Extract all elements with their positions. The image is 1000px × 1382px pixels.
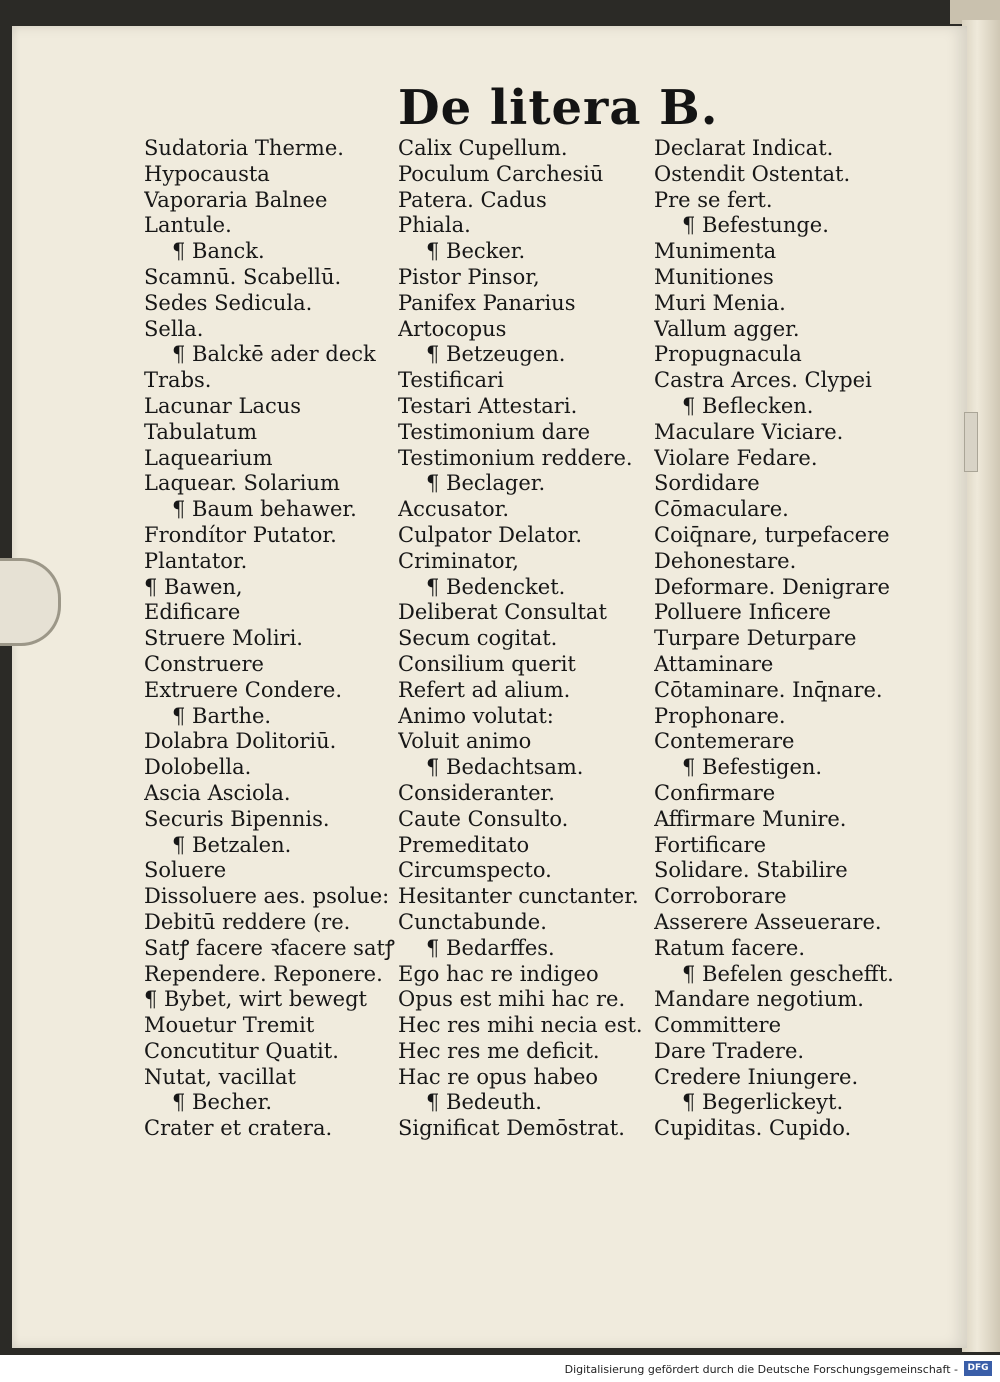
entry-line: Contemerare xyxy=(654,729,795,754)
entry-line: ¶ Befelen geschefft. xyxy=(682,961,894,986)
entry-line: Lacunar Lacus xyxy=(144,393,302,418)
entry-line: Artocopus xyxy=(398,316,507,341)
entry-line: Caute Consulto. xyxy=(398,806,569,831)
entry-line: Muri Menia. xyxy=(654,290,786,315)
entry-line: Scamnū. Scabellū. xyxy=(144,264,342,289)
entry-line: Construere xyxy=(144,651,264,676)
entry-line: Hec res me deficit. xyxy=(398,1038,600,1063)
entry-line: Patera. Cadus xyxy=(398,187,547,212)
entry-line: Crater et cratera. xyxy=(144,1116,333,1141)
entry-line: Propugnacula xyxy=(654,342,802,367)
entry-line: Poculum Carchesiū xyxy=(398,161,604,186)
entry-line: Coiq̄nare, turpefacere xyxy=(654,522,890,547)
entry-line: Laquear. Solarium xyxy=(144,471,340,496)
page-edge xyxy=(962,20,1000,1352)
entry-line: Plantator. xyxy=(144,548,248,573)
entry-line: Fortificare xyxy=(654,832,767,857)
entry-line: Castra Arces. Clypei xyxy=(654,368,872,393)
entry-line: Ratum facere. xyxy=(654,935,805,960)
entry-line: ¶ Bedencket. xyxy=(426,574,566,599)
entry-line: Ego hac re indigeo xyxy=(398,961,599,986)
entry-line: Hec res mihi necia est. xyxy=(398,1013,643,1038)
entry-line: Cunctabunde. xyxy=(398,909,547,934)
entry-line: ¶ Bedarffes. xyxy=(426,935,555,960)
entry-line: Cupiditas. Cupido. xyxy=(654,1116,852,1141)
entry-line: Dehonestare. xyxy=(654,548,797,573)
entry-line: Sella. xyxy=(144,316,204,341)
entry-line: Turpare Deturpare xyxy=(654,626,857,651)
entry-line: Concutitur Quatit. xyxy=(144,1038,339,1063)
entry-line: Trabs. xyxy=(144,368,212,393)
entry-line: Vaporaria Balnee xyxy=(144,187,328,212)
entry-line: Testimonium dare xyxy=(398,419,591,444)
entry-line: Struere Moliri. xyxy=(144,626,303,651)
entry-line: Culpator Delator. xyxy=(398,522,583,547)
column-3 xyxy=(654,136,924,1142)
entry-line: ¶ Beflecken. xyxy=(682,393,814,418)
column-1 xyxy=(144,136,412,1142)
entry-line: Tabulatum xyxy=(144,419,257,444)
entry-line: Panifex Panarius xyxy=(398,290,576,315)
entry-line: Munimenta xyxy=(654,239,777,264)
entry-line: ¶ Banck. xyxy=(172,239,265,264)
entry-line: ¶ Betzeugen. xyxy=(426,342,566,367)
entry-line: ¶ Begerlickeyt. xyxy=(682,1090,844,1115)
entry-line: Testimonium reddere. xyxy=(398,445,633,470)
entry-line: Dolabra Dolitoriū. xyxy=(144,729,337,754)
entry-line: Soluere xyxy=(144,858,227,883)
entry-line: Prophonare. xyxy=(654,703,786,728)
entry-line: Premeditato xyxy=(398,832,530,857)
column-2 xyxy=(398,136,660,1142)
entry-line: Significat Demōstrat. xyxy=(398,1116,625,1141)
entry-line: Dare Tradere. xyxy=(654,1038,805,1063)
entry-line: Satꝭ facere ꝛfacere satꝭ xyxy=(144,935,395,960)
entry-line: Deliberat Consultat xyxy=(398,600,607,625)
entry-line: Ascia Asciola. xyxy=(144,780,291,805)
entry-line: Secum cogitat. xyxy=(398,626,558,651)
bookmark-tab xyxy=(964,412,978,472)
entry-line: ¶ Baum behawer. xyxy=(172,497,357,522)
entry-line: Pistor Pinsor, xyxy=(398,264,540,289)
entry-line: Dolobella. xyxy=(144,755,252,780)
entry-line: Munitiones xyxy=(654,264,774,289)
entry-line: Hac re opus habeo xyxy=(398,1064,599,1089)
entry-line: Consilium querit xyxy=(398,651,576,676)
entry-line: Mouetur Tremit xyxy=(144,1013,315,1038)
entry-line: ¶ Barthe. xyxy=(172,703,272,728)
entry-line: Lantule. xyxy=(144,213,232,238)
entry-line: Vallum agger. xyxy=(654,316,800,341)
entry-line: ¶ Becher. xyxy=(172,1090,273,1115)
entry-line: Polluere Inficere xyxy=(654,600,831,625)
entry-line: Pre se fert. xyxy=(654,187,773,212)
entry-line: Criminator, xyxy=(398,548,519,573)
entry-line: Sedes Sedicula. xyxy=(144,290,313,315)
entry-line: Opus est mihi hac re. xyxy=(398,987,626,1012)
entry-line: Committere xyxy=(654,1013,782,1038)
entry-line: Cōmaculare. xyxy=(654,497,789,522)
entry-line: Securis Bipennis. xyxy=(144,806,330,831)
entry-line: Accusator. xyxy=(398,497,509,522)
entry-line: ¶ Bawen, xyxy=(144,574,243,599)
entry-line: ¶ Balckē ader deck xyxy=(172,342,376,367)
entry-line: Corroborare xyxy=(654,884,787,909)
page-heading: De litera B. xyxy=(398,80,719,136)
entry-line: Deformare. Denigrare xyxy=(654,574,890,599)
entry-line: Consideranter. xyxy=(398,780,555,805)
entry-line: Sordidare xyxy=(654,471,760,496)
footer-credit: Digitalisierung gefördert durch die Deutsche Forschungsgemeinschaft - xyxy=(564,1363,958,1376)
entry-line: Phiala. xyxy=(398,213,471,238)
entry-line: Testificari xyxy=(398,368,504,393)
entry-line: ¶ Befestunge. xyxy=(682,213,829,238)
entry-line: Ostendit Ostentat. xyxy=(654,161,851,186)
entry-line: ¶ Bedeuth. xyxy=(426,1090,542,1115)
entry-line: Dissoluere aes. psolue: xyxy=(144,884,390,909)
entry-line: Cōtaminare. Inq̄nare. xyxy=(654,677,883,702)
entry-line: Mandare negotium. xyxy=(654,987,864,1012)
entry-line: Animo volutat: xyxy=(398,703,554,728)
entry-line: Nutat, vacillat xyxy=(144,1064,296,1089)
entry-line: ¶ Befestigen. xyxy=(682,755,823,780)
entry-line: Circumspecto. xyxy=(398,858,552,883)
entry-line: ¶ Bedachtsam. xyxy=(426,755,584,780)
entry-line: Violare Fedare. xyxy=(654,445,818,470)
entry-line: Extruere Condere. xyxy=(144,677,342,702)
entry-line: Confirmare xyxy=(654,780,776,805)
entry-line: Edificare xyxy=(144,600,241,625)
entry-line: Solidare. Stabilire xyxy=(654,858,848,883)
entry-line: ¶ Beclager. xyxy=(426,471,546,496)
entry-line: Voluit animo xyxy=(398,729,532,754)
entry-line: Hesitanter cunctanter. xyxy=(398,884,639,909)
dfg-logo: DFG xyxy=(964,1361,992,1376)
entry-line: Testari Attestari. xyxy=(398,393,578,418)
entry-line: Maculare Viciare. xyxy=(654,419,844,444)
entry-line: Affirmare Munire. xyxy=(654,806,847,831)
entry-line: Sudatoria Therme. xyxy=(144,136,344,160)
entry-line: ¶ Becker. xyxy=(426,239,526,264)
entry-line: Frondítor Putator. xyxy=(144,522,337,547)
entry-line: Credere Iniungere. xyxy=(654,1064,859,1089)
entry-line: Debitū reddere (re. xyxy=(144,909,351,934)
entry-line: ¶ Betzalen. xyxy=(172,832,292,857)
entry-line: Asserere Asseuerare. xyxy=(654,909,882,934)
entry-line: Refert ad alium. xyxy=(398,677,571,702)
entry-line: ¶ Bybet, wirt bewegt xyxy=(144,987,367,1012)
entry-line: Hypocausta xyxy=(144,161,270,186)
entry-line: Calix Cupellum. xyxy=(398,136,568,160)
entry-line: Declarat Indicat. xyxy=(654,136,834,160)
entry-line: Laquearium xyxy=(144,445,273,470)
entry-line: Attaminare xyxy=(654,651,774,676)
entry-line: Rependere. Reponere. xyxy=(144,961,383,986)
